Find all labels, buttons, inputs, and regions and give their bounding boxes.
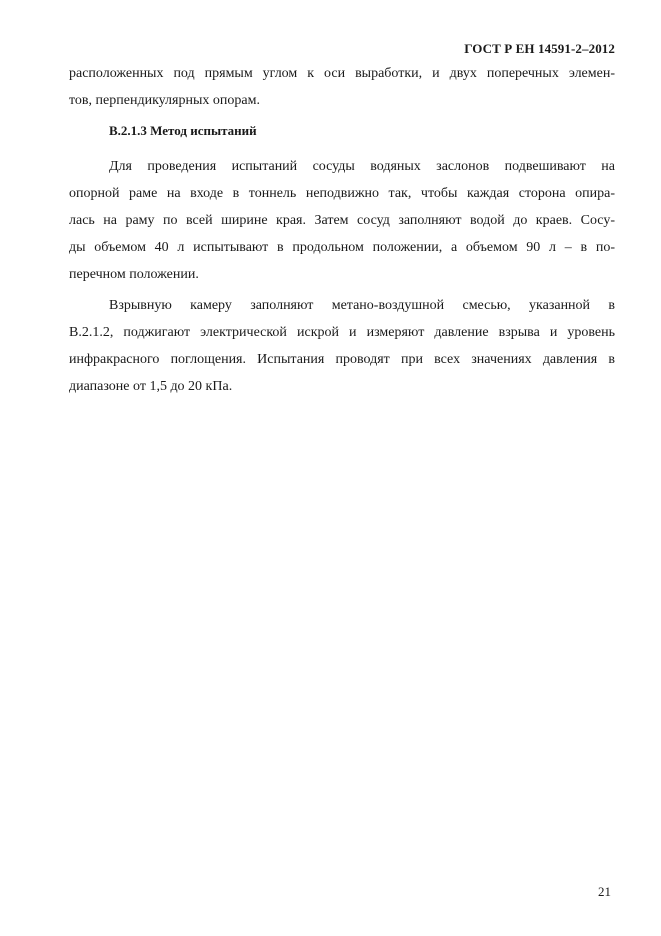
paragraph1-line-1: Для проведения испытаний сосуды водяных заслонов подвешивают на (109, 159, 615, 174)
paragraph2-line-3: инфракрасного поглощения. Испытания проводят при всех значениях давления в (69, 352, 615, 367)
paragraph1-line-5: перечном положении. (69, 267, 199, 282)
page-number: 21 (598, 884, 611, 899)
paragraph1-line-4: ды объемом 40 л испытывают в продольном положении, а объемом 90 л – в по- (69, 240, 615, 255)
document-code-header: ГОСТ Р ЕН 14591-2–2012 (464, 41, 615, 56)
continuation-line-2: тов, перпендикулярных опорам. (69, 93, 260, 108)
paragraph1-line-2: опорной раме на входе в тоннель неподвижно так, чтобы каждая сторона опира- (69, 186, 615, 201)
explosion-chamber-paragraph (69, 292, 615, 400)
continuation-paragraph (69, 60, 615, 114)
paragraph2-line-4: диапазоне от 1,5 до 20 кПа. (69, 379, 233, 394)
paragraph2-line-2: B.2.1.2, поджигают электрической искрой и измеряют давление взрыва и уровень (69, 325, 615, 340)
test-method-paragraph (69, 153, 615, 288)
paragraph2-line-1: Взрывную камеру заполняют метано-воздушной смесью, указанной в (109, 298, 615, 313)
continuation-line-1: расположенных под прямым углом к оси выработки, и двух поперечных элемен- (69, 66, 615, 81)
paragraph1-line-3: лась на раму по всей ширине края. Затем сосуд заполняют водой до краев. Сосу- (69, 213, 615, 228)
section-heading: B.2.1.3 Метод испытаний (109, 123, 257, 138)
